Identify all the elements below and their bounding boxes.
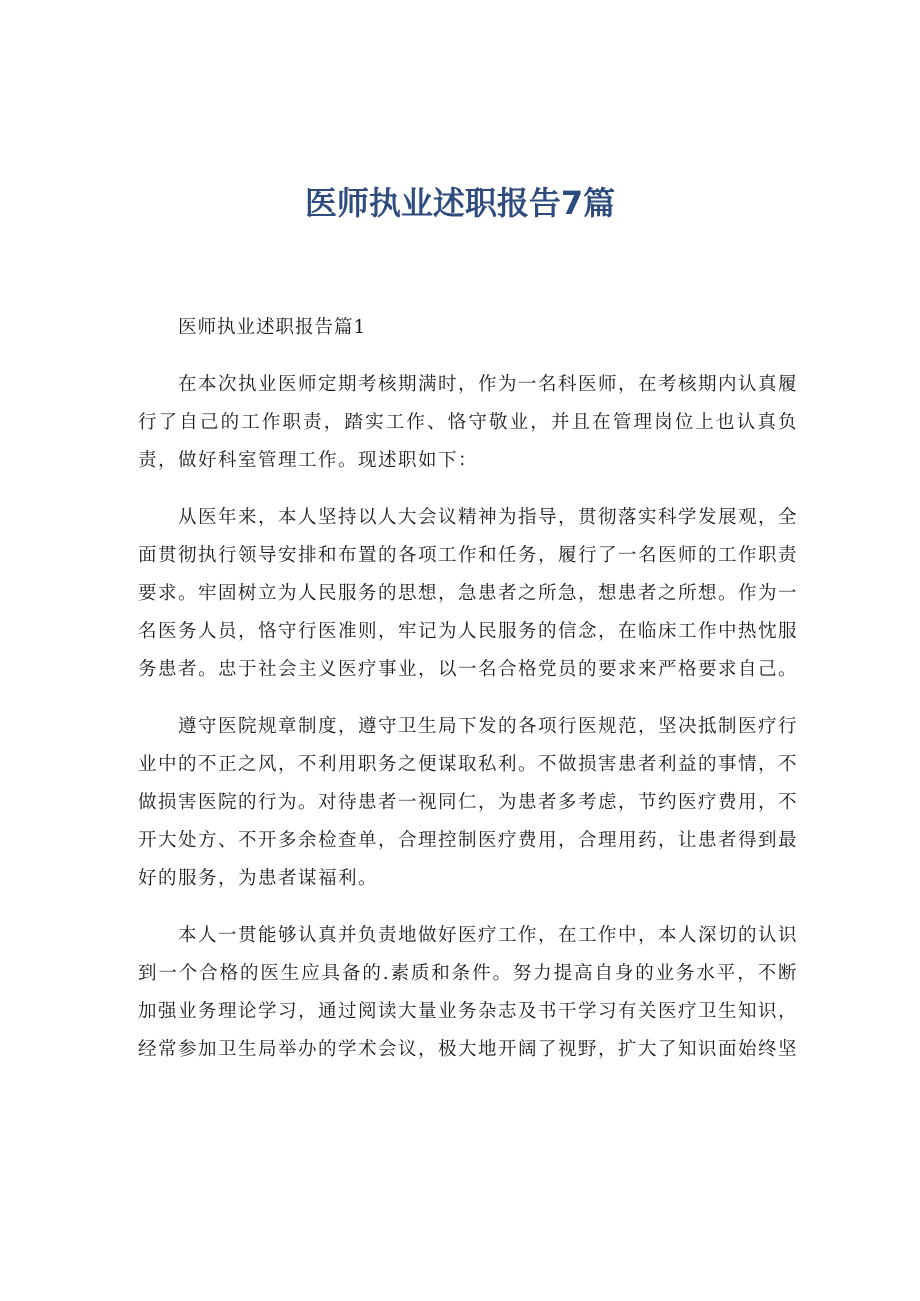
paragraph-1: 在本次执业医师定期考核期满时，作为一名科医师，在考核期内认真履行了自己的工作职责，踏实工作、恪守敬业，并且在管理岗位上也认真负责，做好科室管理工作。现述职如下： [138,374,799,471]
document-body [138,309,798,1088]
paragraph-2: 从医年来，本人坚持以人大会议精神为指导，贯彻落实科学发展观，全面贯彻执行领导安排和布置的各项工作和任务，履行了一名医师的工作职责要求。牢固树立为人民服务的思想，急患者之所急，想患者之所想。作为一名医务人员，恪守行医准则，牢记为人民服务的信念，在临床工作中热忱服务患者。忠于社会主义医疗事业，以一名合格党员的要求来严格要求自己。 [138,507,799,680]
document-title: 医师执业述职报告7篇 [304,184,616,223]
section-heading: 医师执业述职报告篇1 [178,317,367,338]
paragraph-4: 本人一贯能够认真并负责地做好医疗工作，在工作中，本人深切的认识到一个合格的医生应具备的.素质和条件。努力提高自身的业务水平，不断加强业务理论学习，通过阅读大量业务杂志及书干学习有关医疗卫生知识，经常参加卫生局举办的学术会议，极大地开阔了视野，扩大了知识面始终坚 [138,925,799,1060]
paragraph-3: 遵守医院规章制度，遵守卫生局下发的各项行医规范，坚决抵制医疗行业中的不正之风，不利用职务之便谋取私利。不做损害患者利益的事情，不做损害医院的行为。对待患者一视同仁，为患者多考虑，节约医疗费用，不开大处方、不开多余检查单，合理控制医疗费用，合理用药，让患者得到最好的服务，为患者谋福利。 [138,716,799,889]
